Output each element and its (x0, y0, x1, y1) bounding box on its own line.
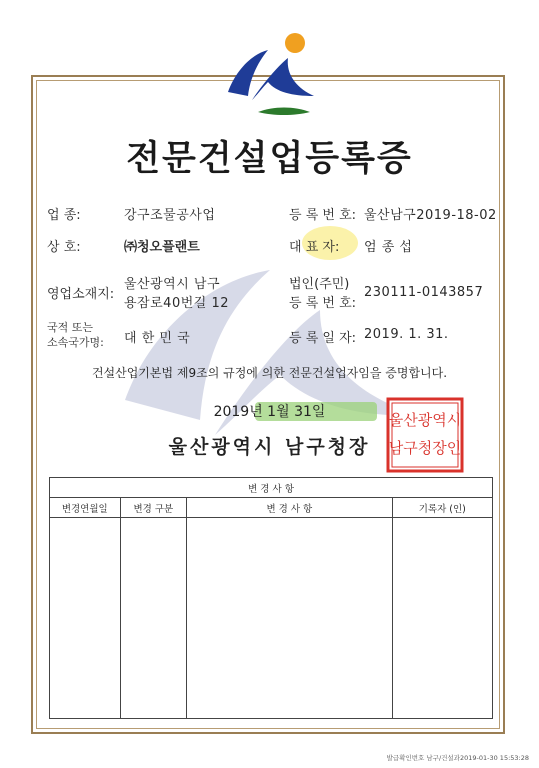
nationality-value: 대 한 민 국 (124, 331, 191, 346)
address-line-2: 용잠로40번길 12 (124, 296, 230, 311)
declaration-text: 건설산업기본법 제9조의 규정에 의한 전문건설업자임을 증명합니다. (91, 366, 448, 380)
table-cell (120, 518, 187, 719)
table-cell (50, 518, 121, 719)
table-cell (392, 518, 492, 719)
corp-number-label-2: 등 록 번 호: (289, 296, 357, 311)
footer-issue-info: 발급확인번호 남구/건설과2019-01-30 15:53:28 (386, 754, 529, 762)
certificate-title: 전문건설업등록증 (126, 139, 413, 179)
business-type-label: 업 종: (47, 208, 81, 223)
representative-value: 엄 종 섭 (364, 240, 413, 255)
header-change-date: 변경연월일 (50, 498, 121, 518)
registration-date-value: 2019. 1. 31. (364, 327, 449, 342)
company-name-value: ㈜청오플랜트 (124, 240, 200, 255)
issue-date: 2019년 1월 31일 (213, 404, 326, 420)
company-name-label: 상 호: (47, 240, 81, 255)
nationality-label-2: 소속국가명: (47, 336, 104, 349)
official-seal (386, 397, 464, 473)
registration-number-label: 등 록 번 호: (289, 208, 357, 223)
header-recorder: 기록자 (인) (392, 498, 492, 518)
header-change-type: 변경 구분 (120, 498, 187, 518)
ulsan-emblem-logo (222, 30, 318, 120)
business-type-value: 강구조물공사업 (124, 208, 216, 223)
table-cell (187, 518, 393, 719)
representative-label: 대 표 자: (289, 240, 340, 255)
registration-number-value: 울산남구2019-18-02 (364, 208, 497, 223)
registration-date-label: 등 록 일 자: (289, 331, 357, 346)
changes-table (49, 477, 493, 719)
svg-text:울산광역시: 울산광역시 (388, 411, 462, 429)
corp-number-label-1: 법인(주민) (289, 277, 350, 292)
address-label: 영업소재지: (47, 287, 115, 302)
address-line-1: 울산광역시 남구 (124, 277, 221, 292)
svg-text:남구청장인: 남구청장인 (388, 439, 462, 457)
header-change-details: 변 경 사 항 (187, 498, 393, 518)
changes-table-title: 변 경 사 항 (50, 478, 493, 498)
nationality-label-1: 국적 또는 (47, 321, 94, 334)
issuer-name: 울산광역시 남구청장 (168, 436, 371, 458)
corp-number-value: 230111-0143857 (364, 285, 484, 300)
